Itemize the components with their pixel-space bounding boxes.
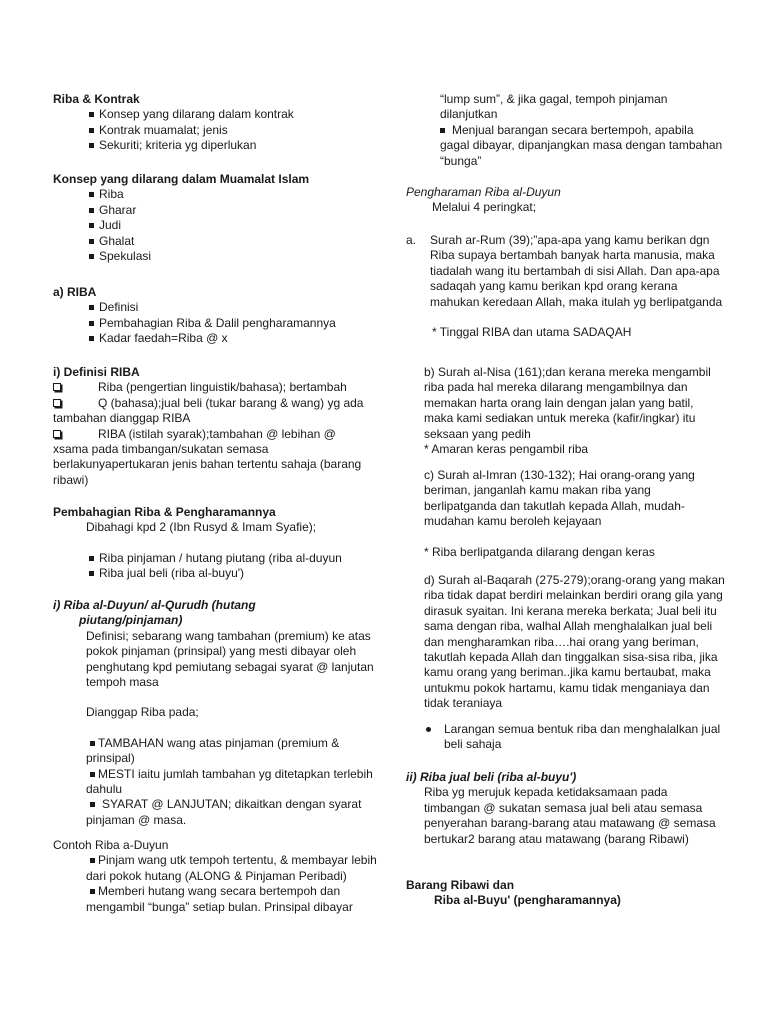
- section-title: Riba & Kontrak: [53, 92, 140, 106]
- list-item: Pinjam wang utk tempoh tertentu, & membayar lebih dari pokok hutang (ALONG & Pinjaman Peribadi): [86, 853, 377, 883]
- item-b: [406, 365, 726, 457]
- item-text: c) Surah al-Imran (130-132); Hai orang-orang yang beriman, janganlah kamu makan riba yang berlipatganda dan takutlah kepada Allah, mudah-mudahan kamu beroleh kejayaan: [424, 468, 695, 529]
- section-title: i) Definisi RIBA: [53, 365, 140, 379]
- square-bullet-icon: [90, 858, 95, 863]
- item-text: Surah ar-Rum (39);”apa-apa yang kamu berikan dgn Riba supaya bertambah banyak harta manusia, maka tiadalah wang itu bertambah di sisi Allah. Dan apa-apa sadaqah yang kamu berikan kpd orang kerana mahukan keredaan Allah, maka itulah yg berlipatganda: [430, 233, 723, 309]
- section-konsep: [53, 172, 383, 264]
- list-item: Larangan semua bentuk riba dan menghalalkan jual beli sahaja: [406, 722, 726, 753]
- section-title-cont: Riba al-Buyu' (pengharamannya): [434, 893, 621, 908]
- section-text: Riba yg merujuk kepada ketidaksamaan pada timbangan @ sukatan semasa jual beli atau semasa penyerahan barang-barang atau matawang @ semasa bertukar2 barang atau matawang (barang Ribawi): [424, 785, 716, 846]
- list-item: Konsep yang dilarang dalam kontrak: [89, 107, 383, 122]
- checkbox-bullet-icon: [53, 383, 61, 391]
- section-title: a) RIBA: [53, 285, 97, 299]
- checkbox-bullet-icon: [53, 399, 61, 407]
- section-pembahagian: [53, 505, 383, 582]
- continued-text: “lump sum”, & jika gagal, tempoh pinjaman dilanjutkan: [440, 92, 668, 122]
- bullet-list: [53, 187, 383, 264]
- section-duyun: [53, 598, 383, 828]
- section-title: i) Riba al-Duyun/ al-Qurudh (hutang: [53, 598, 256, 612]
- list-item: Riba jual beli (riba al-buyu'): [89, 566, 383, 581]
- section-intro: Melalui 4 peringkat;: [432, 200, 537, 215]
- list-item: Riba pinjaman / hutang piutang (riba al-duyun: [89, 551, 383, 566]
- section-ribawi: [406, 878, 726, 909]
- list-item: TAMBAHAN wang atas pinjaman (premium & prinsipal): [86, 735, 340, 766]
- item-note: * Amaran keras pengambil riba: [424, 442, 589, 457]
- item-c: [406, 468, 726, 560]
- item-note: * Tinggal RIBA dan utama SADAQAH: [432, 325, 632, 340]
- item-d: [406, 573, 726, 712]
- item-text: b) Surah al-Nisa (161);dan kerana mereka mengambil riba pada hal mereka dilarang mengambilnya dan memakan harta orang lain dengan jalan yang batil, maka kami sediakan untuk mereka (kafir/ingkar) itu seksaan yang pedih: [424, 365, 711, 441]
- section-title: Pengharaman Riba al-Duyun: [406, 185, 561, 199]
- section-buyu: [406, 770, 726, 847]
- section-title: Barang Ribawi dan: [406, 878, 515, 892]
- square-bullet-icon: [90, 741, 95, 746]
- checkbox-bullet-icon: [53, 430, 61, 438]
- list-item: MESTI iaitu jumlah tambahan yg ditetapkan terlebih dahulu: [86, 766, 373, 797]
- item-note: * Riba berlipatganda dilarang dengan keras: [424, 544, 655, 559]
- section-riba-kontrak: [53, 92, 383, 154]
- list-item: Riba: [89, 187, 383, 202]
- list-item: Spekulasi: [89, 249, 383, 264]
- section-title: Pembahagian Riba & Pengharamannya: [53, 505, 276, 519]
- square-bullet-icon: [90, 772, 95, 777]
- subheading-text: Dianggap Riba pada;: [86, 705, 199, 720]
- square-bullet-icon: [90, 889, 95, 894]
- list-item: Ghalat: [89, 234, 383, 249]
- section-title: ii) Riba jual beli (riba al-buyu'): [406, 770, 577, 784]
- section-title-cont: piutang/pinjaman): [79, 613, 183, 628]
- item-a: [406, 233, 726, 340]
- section-pengharaman: [406, 185, 726, 216]
- checkbox-item: RIBA (istilah syarak);tambahan @ lebihan @ xsama pada timbangan/sukatan semasa berlakunyapertukaran jenis bahan tertentu sahaja (barang ribawi): [53, 426, 362, 487]
- square-bullet-icon: [440, 128, 445, 133]
- list-item: Definisi: [89, 300, 383, 315]
- list-item: Sekuriti; kriteria yg diperlukan: [89, 138, 383, 153]
- square-bullet-icon: [90, 802, 95, 807]
- list-item: Kontrak muamalat; jenis: [89, 123, 383, 138]
- section-title: Contoh Riba a-Duyun: [53, 838, 169, 852]
- section-contoh: [53, 838, 383, 915]
- list-item: Memberi hutang wang secara bertempoh dan mengambil “bunga” setiap bulan. Prinsipal dibayar: [86, 884, 353, 914]
- list-item: Judi: [89, 218, 383, 233]
- bullet-list: [53, 300, 383, 346]
- item-text: d) Surah al-Baqarah (275-279);orang-orang yang makan riba tidak dapat berdiri melainkan berdiri orang gila yang dirasuk syaitan. Ini kerana mereka berkata; Jual beli itu sama dengan riba, walhal Allah menghalalkan jual beli dan mengharamkan riba….hai orang yang beriman, takutlah kepada Allah dan tinggalkan sisa-sisa riba, jika kamu orang yang beriman..jika kamu bertaubat, maka untukmu pokok hartamu, kamu tidak menganiaya dan tidak teraniaya: [424, 573, 725, 711]
- section-definisi: [53, 365, 383, 488]
- list-item: Kadar faedah=Riba @ x: [89, 331, 383, 346]
- list-item: SYARAT @ LANJUTAN; dikaitkan dengan syarat pinjaman @ masa.: [86, 797, 362, 827]
- round-bullet-icon: [426, 727, 431, 732]
- section-title: Konsep yang dilarang dalam Muamalat Islam: [53, 172, 310, 186]
- bullet-list: [53, 551, 383, 582]
- item-label: a.: [406, 233, 417, 247]
- bullet-list: [53, 107, 383, 153]
- definition-text: Definisi; sebarang wang tambahan (premium) ke atas pokok pinjaman (prinsipal) yang mesti dibayar oleh penghutang kpd pemiutang sebagai syarat @ lanjutan tempoh masa: [86, 628, 374, 690]
- list-item: Pembahagian Riba & Dalil pengharamannya: [89, 316, 383, 331]
- checkbox-item: Riba (pengertian linguistik/bahasa); bertambah: [53, 380, 383, 395]
- list-item: Gharar: [89, 203, 383, 218]
- section-intro: Dibahagi kpd 2 (Ibn Rusyd & Imam Syafie);: [86, 520, 317, 535]
- list-item: Menjual barangan secara bertempoh, apabila gagal dibayar, dipanjangkan masa dengan tambahan “bunga”: [440, 123, 723, 168]
- section-riba-a: [53, 285, 383, 347]
- checkbox-item: Q (bahasa);jual beli (tukar barang & wang) yg ada tambahan dianggap RIBA: [53, 395, 364, 426]
